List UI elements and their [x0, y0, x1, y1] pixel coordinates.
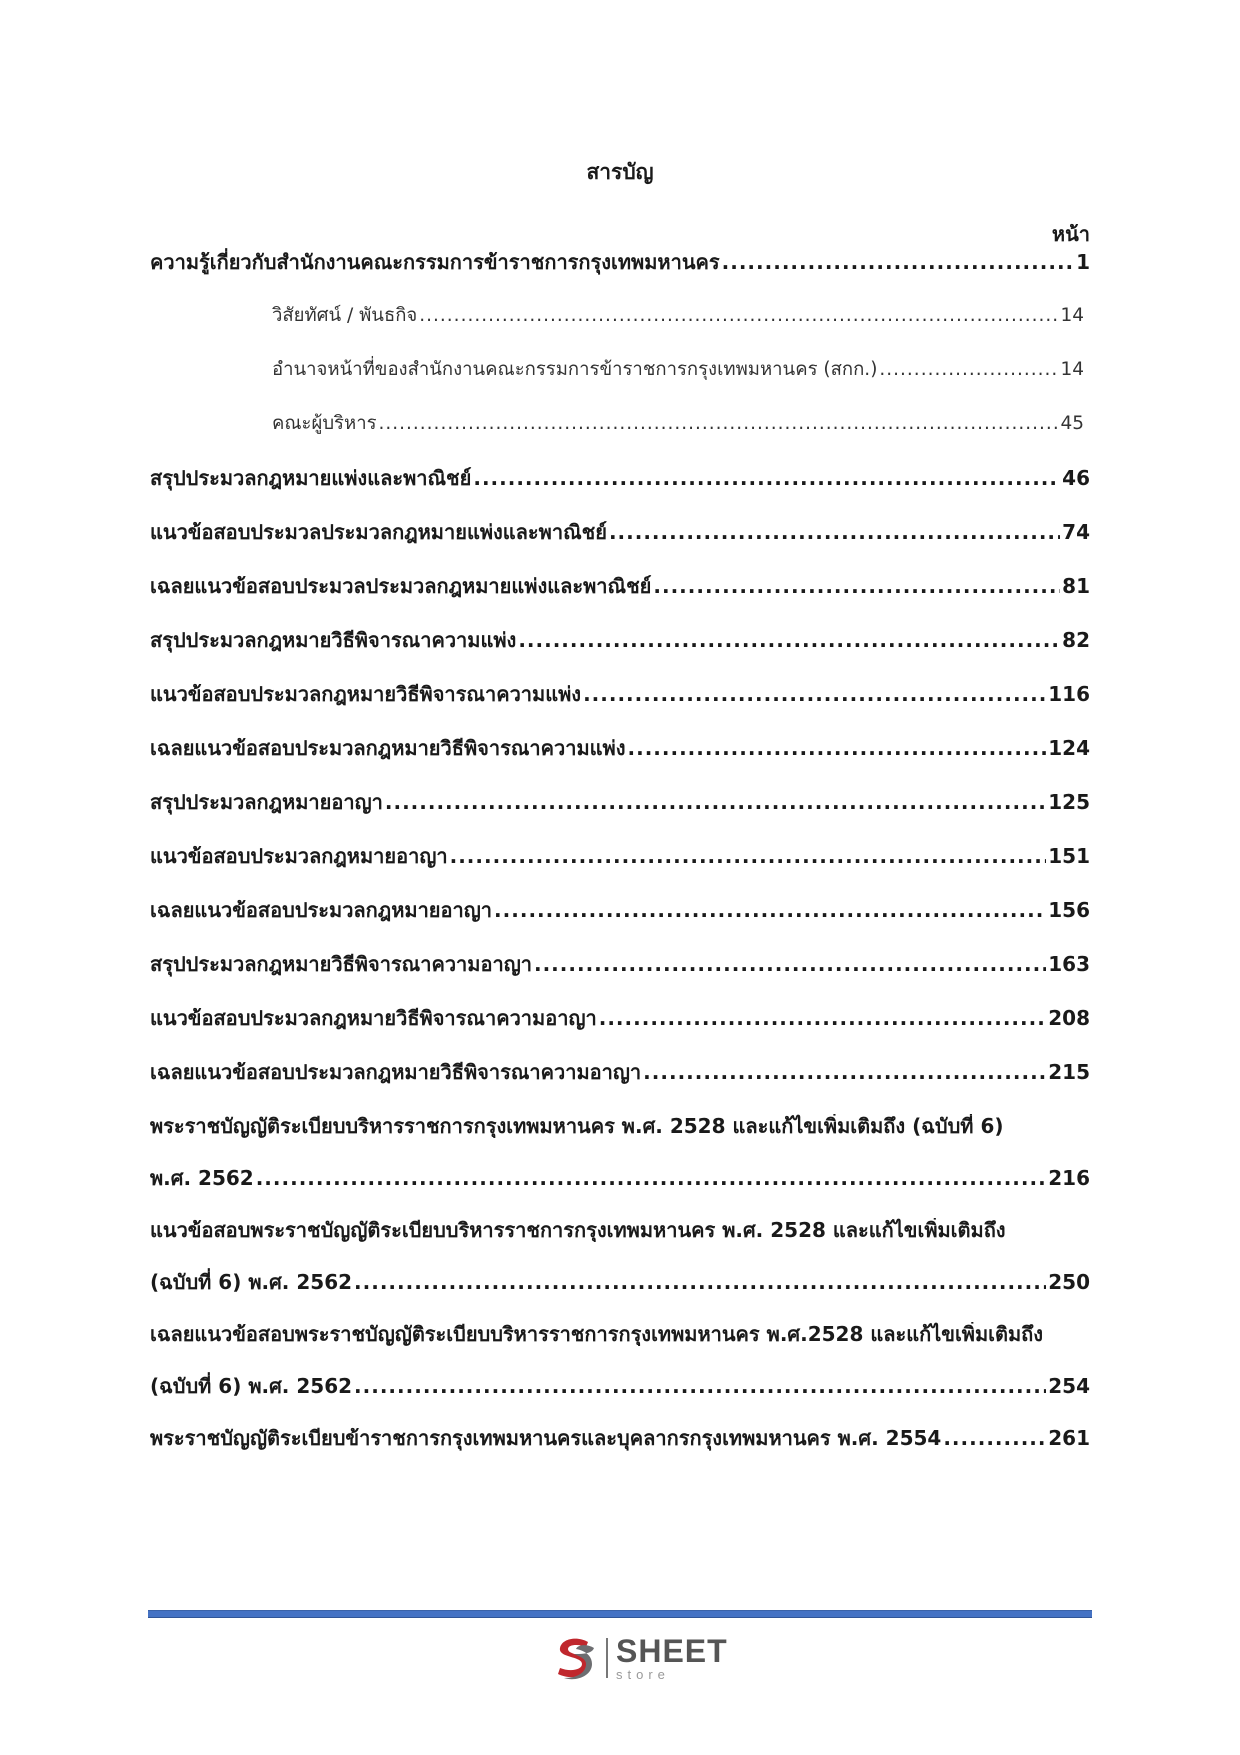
dot-leader: [609, 520, 1060, 544]
toc-page-number: 45: [1060, 413, 1084, 434]
toc-page-number: 151: [1048, 844, 1090, 868]
dot-leader: [256, 1166, 1047, 1190]
toc-entry-title: คณะผู้บริหาร: [272, 413, 377, 434]
toc-page-number: 216: [1048, 1166, 1090, 1190]
dot-leader: [583, 682, 1046, 706]
toc-subentry[interactable]: [272, 358, 1084, 382]
toc-entry-title: (ฉบับที่ 6) พ.ศ. 2562: [150, 1270, 353, 1294]
toc-page-number: 82: [1062, 628, 1090, 652]
toc-entry-title: ความรู้เกี่ยวกับสำนักงานคณะกรรมการข้าราชการกรุงเทพมหานคร: [150, 250, 720, 274]
dot-leader: [450, 844, 1047, 868]
dot-leader: [354, 1374, 1046, 1398]
toc-entry[interactable]: [150, 574, 1090, 598]
toc-entry[interactable]: [150, 1426, 1090, 1450]
dot-leader: [643, 1060, 1046, 1084]
toc-entry-title: อำนาจหน้าที่ของสำนักงานคณะกรรมการข้าราชการกรุงเทพมหานคร (สกก.): [272, 359, 878, 380]
toc-entry[interactable]: [150, 952, 1090, 976]
toc-entry-title-line1: เฉลยแนวข้อสอบพระราชบัญญัติระเบียบบริหารราชการกรุงเทพมหานคร พ.ศ.2528 และแก้ไขเพิ่มเติมถึง: [150, 1322, 1044, 1346]
toc-entry-title-line1: พระราชบัญญัติระเบียบบริหารราชการกรุงเทพมหานคร พ.ศ. 2528 และแก้ไขเพิ่มเติมถึง (ฉบับที่ 6): [150, 1114, 1004, 1138]
toc-entry[interactable]: [150, 790, 1090, 814]
toc-entry-title: พ.ศ. 2562: [150, 1166, 254, 1190]
dot-leader: [534, 952, 1046, 976]
logo-subtext: store: [616, 1667, 670, 1682]
toc-page-number: 215: [1048, 1060, 1090, 1084]
dot-leader: [473, 466, 1060, 490]
brand-logo: [548, 1630, 728, 1686]
dot-leader: [722, 250, 1074, 274]
toc-entry[interactable]: [150, 844, 1090, 868]
toc-subentry[interactable]: [272, 412, 1084, 436]
toc-entry-title: สรุปประมวลกฎหมายแพ่งและพาณิชย์: [150, 466, 472, 490]
sheet-store-logo-icon: [548, 1632, 600, 1684]
toc-entry[interactable]: [150, 1006, 1090, 1030]
toc-entry-title: เฉลยแนวข้อสอบประมวลประมวลกฎหมายแพ่งและพาณิชย์: [150, 574, 652, 598]
toc-entry-title-line1: แนวข้อสอบพระราชบัญญัติระเบียบบริหารราชการกรุงเทพมหานคร พ.ศ. 2528 และแก้ไขเพิ่มเติมถึง: [150, 1218, 1006, 1242]
toc-entry-title: (ฉบับที่ 6) พ.ศ. 2562: [150, 1374, 353, 1398]
toc-entry[interactable]: [150, 1322, 1090, 1398]
toc-entry-title: เฉลยแนวข้อสอบประมวลกฎหมายวิธีพิจารณาความอาญา: [150, 1060, 642, 1084]
toc-entry[interactable]: [150, 898, 1090, 922]
toc-entry-title: แนวข้อสอบประมวลประมวลกฎหมายแพ่งและพาณิชย์: [150, 520, 607, 544]
toc-page-number: 14: [1060, 359, 1084, 380]
toc-entry-title: แนวข้อสอบประมวลกฎหมายวิธีพิจารณาความอาญา: [150, 1006, 597, 1030]
dot-leader: [494, 898, 1046, 922]
toc-page-number: 250: [1048, 1270, 1090, 1294]
toc-entry-title: พระราชบัญญัติระเบียบข้าราชการกรุงเทพมหานครและบุคลากรกรุงเทพมหานคร พ.ศ. 2554: [150, 1426, 942, 1450]
dot-leader: [518, 628, 1060, 652]
dot-leader: [653, 574, 1060, 598]
dot-leader: [599, 1006, 1047, 1030]
toc-entry[interactable]: [150, 1114, 1090, 1190]
toc-entry-title: แนวข้อสอบประมวลกฎหมายวิธีพิจารณาความแพ่ง: [150, 682, 582, 706]
page-title: สารบัญ: [586, 160, 654, 184]
table-of-contents: [150, 0, 1090, 1755]
toc-page-number: 125: [1048, 790, 1090, 814]
toc-page-number: 163: [1048, 952, 1090, 976]
toc-page-number: 156: [1048, 898, 1090, 922]
toc-entry[interactable]: [150, 628, 1090, 652]
dot-leader: [628, 736, 1047, 760]
toc-page-number: 254: [1048, 1374, 1090, 1398]
toc-entry[interactable]: [150, 250, 1090, 274]
dot-leader: [419, 304, 1058, 328]
toc-entry-title: เฉลยแนวข้อสอบประมวลกฎหมายอาญา: [150, 898, 493, 922]
toc-page-number: 261: [1048, 1426, 1090, 1450]
toc-page-number: 14: [1060, 305, 1084, 326]
page-column-header: หน้า: [1051, 222, 1090, 246]
footer-rule: [148, 1610, 1092, 1618]
toc-entry[interactable]: [150, 520, 1090, 544]
dot-leader: [879, 358, 1058, 382]
toc-entry-title: สรุปประมวลกฎหมายอาญา: [150, 790, 383, 814]
dot-leader: [943, 1426, 1046, 1450]
logo-divider: [606, 1638, 608, 1678]
toc-entry-title: เฉลยแนวข้อสอบประมวลกฎหมายวิธีพิจารณาความแพ่ง: [150, 736, 626, 760]
dot-leader: [354, 1270, 1046, 1294]
toc-page-number: 208: [1048, 1006, 1090, 1030]
toc-entry[interactable]: [150, 682, 1090, 706]
toc-entry-title: สรุปประมวลกฎหมายวิธีพิจารณาความอาญา: [150, 952, 532, 976]
logo-wordmark: SHEET: [616, 1633, 728, 1669]
toc-entry-title: แนวข้อสอบประมวลกฎหมายอาญา: [150, 844, 448, 868]
toc-page-number: 116: [1048, 682, 1090, 706]
toc-entry[interactable]: [150, 466, 1090, 490]
toc-entry[interactable]: [150, 1218, 1090, 1294]
toc-entry-title: วิสัยทัศน์ / พันธกิจ: [272, 305, 418, 326]
toc-entry[interactable]: [150, 736, 1090, 760]
toc-page-number: 124: [1048, 736, 1090, 760]
toc-page-number: 1: [1076, 250, 1090, 274]
toc-entry-title: สรุปประมวลกฎหมายวิธีพิจารณาความแพ่ง: [150, 628, 517, 652]
toc-page-number: 81: [1062, 574, 1090, 598]
toc-page-number: 46: [1062, 466, 1090, 490]
toc-subentry[interactable]: [272, 304, 1084, 328]
toc-entry[interactable]: [150, 1060, 1090, 1084]
dot-leader: [385, 790, 1046, 814]
dot-leader: [379, 412, 1059, 436]
toc-page-number: 74: [1062, 520, 1090, 544]
